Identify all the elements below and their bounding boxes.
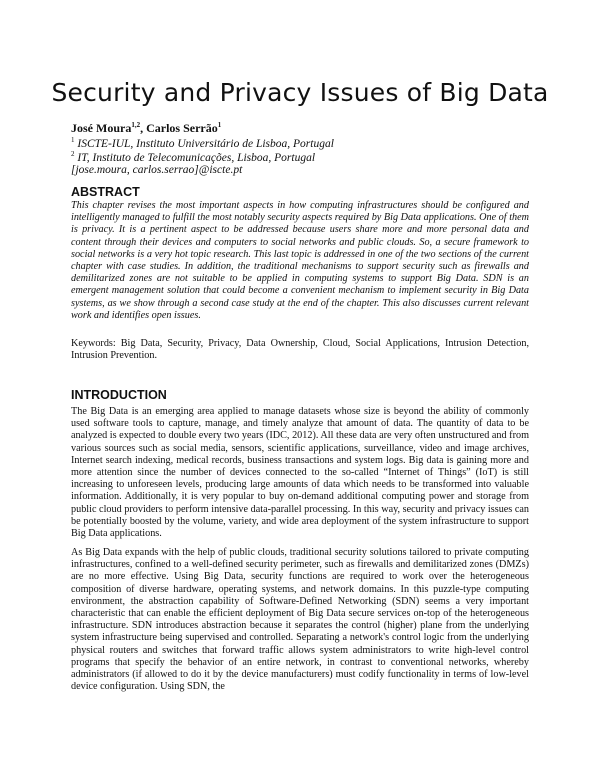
author-line: José Moura$^{1,2}$, Carlos Serrão$^1$ [71,121,222,135]
author-name: Carlos Serrão [146,121,218,135]
paper-title: Security and Privacy Issues of Big Data [51,78,549,107]
introduction-paragraph-2: As Big Data expands with the help of public clouds, traditional security solutions tailored to private computing infrastructures, confined to a well-defined security perimeter, such as firewalls and demilitarized zones (DMZs) are no more effective. Using Big Data, security functions are required to work over the heterogeneous composition of diverse hardware, operating systems, and network domains. In this puzzle-type computing environment, the abstraction capability of Software-Defined Networking (SDN) seems a very important characteristic that can enable the efficient deployment of Big Data secure services on-top of the heterogeneous infrastructure. SDN introduces abstraction because it separates the control (higher) plane from the underlying system infrastructure being supervised and controlled. Separating a network's control logic from the underlying physical routers and switches that forward traffic allows system administrators to write high-level control programs that specify the behavior of an entire network, in contrast to conventional networks, whereby administrators (if allowed to do it by the device manufacturers) must codify functionality in terms of low-level device configuration. Using SDN, the [71,547,529,693]
introduction-heading: INTRODUCTION [71,388,167,402]
affiliation-mark: 2 [71,150,75,158]
author-emails: [jose.moura, carlos.serrao]@iscte.pt [71,164,243,176]
affiliation-mark: 1 [71,136,75,144]
affiliation-text: ISCTE-IUL, Instituto Universitário de Lisboa, Portugal [77,137,334,150]
author-affiliation-mark: 1,2 [131,121,141,129]
affiliation-text: IT, Instituto de Telecomunicações, Lisboa, Portugal [77,151,316,164]
affiliation-1 [71,136,334,150]
keywords: Keywords: Big Data, Security, Privacy, Data Ownership, Cloud, Social Applications, Intrusion Detection, Intrusion Prevention. [71,338,529,362]
affiliation-2 [71,150,315,164]
author-name: José Moura [71,121,132,135]
author-affiliation-mark: 1 [217,121,222,129]
abstract-heading: ABSTRACT [71,185,140,199]
introduction-paragraph-1: The Big Data is an emerging area applied to manage datasets whose size is beyond the ability of commonly used software tools to capture, manage, and timely analyze that amount of data. The quantity of data to be analyzed is expected to double every two years (IDC, 2012). All these data are very often unstructured and from various sources such as social media, sensors, scientific applications, surveillance, video and image archives, Internet search indexing, medical records, business transactions and system logs. Big data is gaining more and more attention since the number of devices connected to the so-called “Internet of Things” (IoT) is still increasing to unforeseen levels, producing large amounts of data which needs to be transformed into valuable information. Additionally, it is very popular to buy on-demand additional computing power and storage from public cloud providers to perform intensive data-parallel processing. In this way, security and privacy issues can be potentially boosted by the volume, variety, and wide area deployment of the system infrastructure to support Big Data applications. [71,406,529,540]
abstract-text: This chapter revises the most important aspects in how computing infrastructures should be configured and intelligently managed to fulfill the most notably security aspects required by Big Data applications. One of them is privacy. It is a pertinent aspect to be addressed because users share more and more personal data and content through their devices and computers to social networks and public clouds. So, a secure framework to social networks is a very hot topic research. This last topic is addressed in one of the two sections of the current chapter with case studies. In addition, the traditional mechanisms to support security such as firewalls and demilitarized zones are not suitable to be applied in computing systems to support Big Data. SDN is an emergent management solution that could become a convenient mechanism to implement security in Big Data systems, as we show through a second case study at the end of the chapter. This also discusses current relevant work and identifies open issues. [71,200,529,321]
